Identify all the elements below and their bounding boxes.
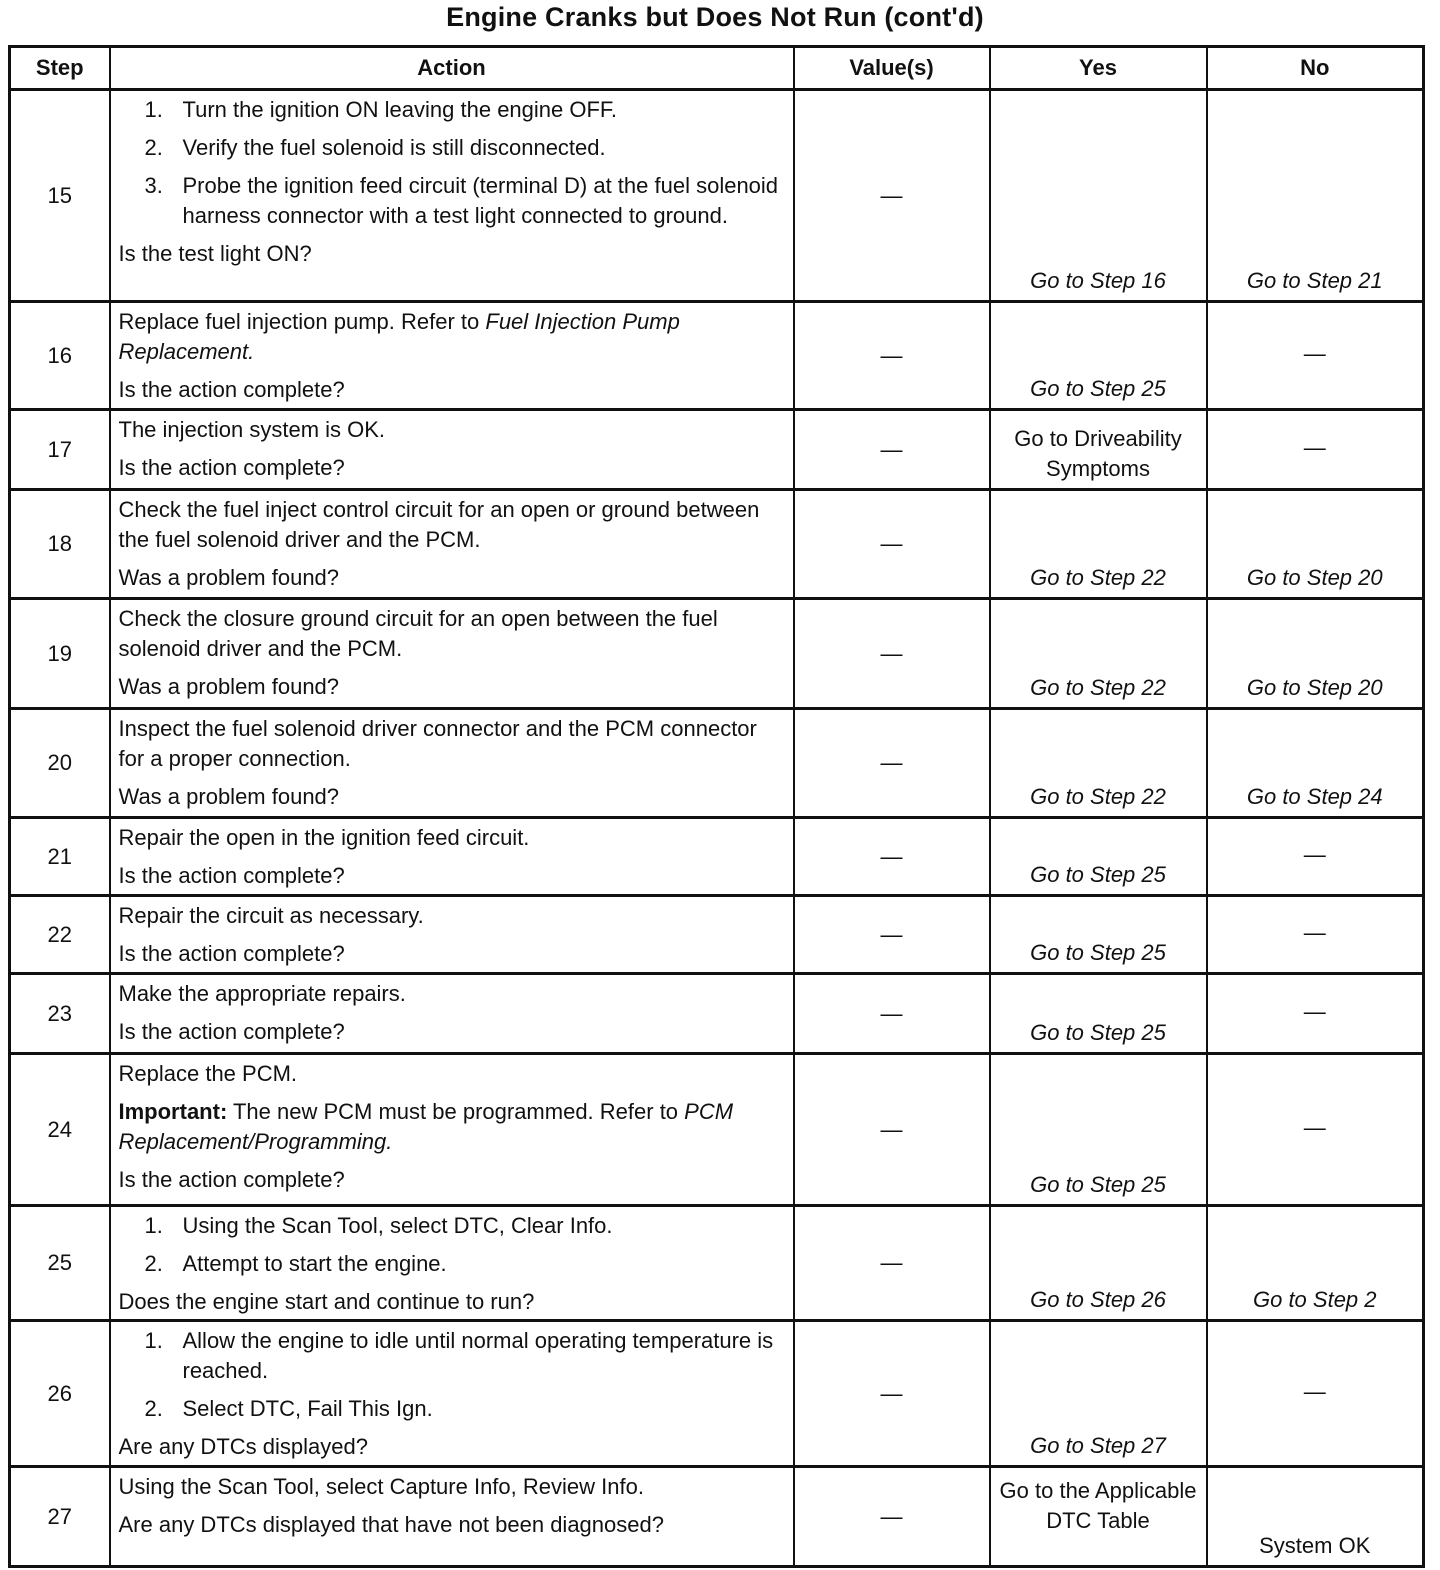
list-number: 2. (144, 135, 163, 160)
step-number: 19 (10, 599, 110, 709)
list-number: 2. (144, 1396, 163, 1421)
values-cell: — (794, 709, 990, 818)
text-run: Was a problem found? (118, 565, 340, 590)
list-number: 1. (144, 1328, 163, 1353)
no-cell: Go to Step 20 (1207, 599, 1424, 709)
values-cell: — (794, 1054, 990, 1206)
action-cell (110, 1054, 794, 1206)
header-yes: Yes (990, 47, 1207, 90)
values-cell: — (794, 490, 990, 599)
step-number: 17 (10, 410, 110, 490)
no-cell: Go to Step 21 (1207, 90, 1424, 302)
step-number: 27 (10, 1467, 110, 1567)
action-paragraph (119, 1059, 785, 1089)
action-cell (110, 1467, 794, 1567)
step-number: 16 (10, 302, 110, 410)
values-cell: — (794, 302, 990, 410)
table-body (10, 90, 1424, 1567)
header-no: No (1207, 47, 1424, 90)
action-cell (110, 709, 794, 818)
step-number: 18 (10, 490, 110, 599)
action-cell (110, 896, 794, 974)
action-cell (110, 90, 794, 302)
yes-cell: Go to Step 25 (990, 974, 1207, 1054)
list-text (183, 1326, 785, 1386)
values-cell: — (794, 818, 990, 896)
action-cell (110, 1321, 794, 1467)
yes-cell: Go to Step 22 (990, 709, 1207, 818)
step-number: 22 (10, 896, 110, 974)
step-number: 24 (10, 1054, 110, 1206)
values-cell: — (794, 1467, 990, 1567)
no-cell: System OK (1207, 1467, 1424, 1567)
table-row (10, 1467, 1424, 1567)
text-run: Does the engine start and continue to run? (118, 1289, 535, 1314)
action-paragraph (119, 901, 785, 931)
no-cell: Go to Step 20 (1207, 490, 1424, 599)
text-run: Check the fuel inject control circuit for an open or ground between the fuel solenoid driver and the PCM. (118, 497, 760, 552)
no-cell: — (1207, 302, 1424, 410)
no-cell: — (1207, 974, 1424, 1054)
yes-cell: Go to Step 27 (990, 1321, 1207, 1467)
text-run: Is the action complete? (118, 1167, 345, 1192)
action-list-item (145, 133, 785, 163)
action-paragraph (119, 375, 785, 405)
text-run: Verify the fuel solenoid is still disconnected. (182, 135, 606, 160)
step-number: 15 (10, 90, 110, 302)
header-step: Step (10, 47, 110, 90)
text-run: Using the Scan Tool, select DTC, Clear Info. (182, 1213, 613, 1238)
list-text (183, 1211, 613, 1241)
list-text (183, 171, 785, 231)
action-cell (110, 599, 794, 709)
text-run: Is the action complete? (118, 863, 345, 888)
action-cell (110, 1206, 794, 1321)
yes-cell: Go to Step 25 (990, 302, 1207, 410)
text-run: Allow the engine to idle until normal operating temperature is reached. (182, 1328, 774, 1383)
step-number: 26 (10, 1321, 110, 1467)
action-paragraph (119, 714, 785, 774)
table-row (10, 974, 1424, 1054)
text-run: Attempt to start the engine. (182, 1251, 447, 1276)
text-run: Inspect the fuel solenoid driver connector and the PCM connector for a proper connection. (118, 716, 757, 771)
list-text (183, 1394, 433, 1424)
text-run: Using the Scan Tool, select Capture Info, Review Info. (118, 1474, 644, 1499)
action-list-item (145, 171, 785, 231)
list-text (183, 95, 618, 125)
text-run: Replace fuel injection pump. Refer to (118, 309, 486, 334)
step-number: 20 (10, 709, 110, 818)
text-run: Are any DTCs displayed? (118, 1434, 368, 1459)
no-cell: — (1207, 1321, 1424, 1467)
text-run: Replace the PCM. (118, 1061, 298, 1086)
action-paragraph (119, 1510, 785, 1540)
values-cell: — (794, 90, 990, 302)
values-cell: — (794, 599, 990, 709)
table-row (10, 90, 1424, 302)
text-run: Repair the open in the ignition feed circuit. (118, 825, 530, 850)
text-run: Is the action complete? (118, 941, 345, 966)
text-run: Is the action complete? (118, 377, 345, 402)
text-run: Select DTC, Fail This Ign. (182, 1396, 433, 1421)
text-run: Are any DTCs displayed that have not been diagnosed? (118, 1512, 664, 1537)
action-paragraph (119, 782, 785, 812)
text-run: Is the action complete? (118, 455, 345, 480)
yes-cell: Go to Step 25 (990, 818, 1207, 896)
action-paragraph (119, 1432, 785, 1462)
values-cell: — (794, 1321, 990, 1467)
action-list-item (145, 1249, 785, 1279)
header-row (10, 47, 1424, 90)
no-cell: — (1207, 896, 1424, 974)
yes-cell: Go to the Applicable DTC Table (990, 1467, 1207, 1567)
yes-cell: Go to Step 26 (990, 1206, 1207, 1321)
action-list-item (145, 1326, 785, 1386)
no-cell: Go to Step 2 (1207, 1206, 1424, 1321)
action-cell (110, 302, 794, 410)
action-paragraph (119, 604, 785, 664)
text-run: Was a problem found? (118, 674, 340, 699)
header-action: Action (110, 47, 794, 90)
list-text (183, 1249, 447, 1279)
table-row (10, 302, 1424, 410)
action-paragraph (119, 1287, 785, 1317)
action-cell (110, 974, 794, 1054)
step-number: 23 (10, 974, 110, 1054)
text-run: Repair the circuit as necessary. (118, 903, 424, 928)
table-row (10, 599, 1424, 709)
action-paragraph (119, 415, 785, 445)
text-run: The new PCM must be programmed. Refer to (227, 1099, 685, 1124)
list-number: 3. (144, 173, 163, 198)
table-row (10, 896, 1424, 974)
action-cell (110, 410, 794, 490)
text-run: Probe the ignition feed circuit (terminal D) at the fuel solenoid harness connector with a test light connected to ground. (182, 173, 779, 228)
list-number: 1. (144, 1213, 163, 1238)
list-number: 1. (144, 97, 163, 122)
list-text (183, 133, 606, 163)
action-paragraph (119, 1472, 785, 1502)
action-paragraph (119, 672, 785, 702)
values-cell: — (794, 410, 990, 490)
table-row (10, 1206, 1424, 1321)
action-paragraph (119, 453, 785, 483)
yes-cell: Go to Step 25 (990, 1054, 1207, 1206)
action-paragraph (119, 861, 785, 891)
action-paragraph (119, 979, 785, 1009)
action-paragraph (119, 939, 785, 969)
no-cell: — (1207, 410, 1424, 490)
table-row (10, 818, 1424, 896)
action-list-item (145, 1211, 785, 1241)
text-run: Is the test light ON? (118, 241, 312, 266)
no-cell: — (1207, 818, 1424, 896)
yes-cell: Go to Step 16 (990, 90, 1207, 302)
text-run: Fuel Injection Pump Replacement. (118, 309, 680, 364)
list-number: 2. (144, 1251, 163, 1276)
action-paragraph (119, 823, 785, 853)
table-row (10, 1321, 1424, 1467)
action-list-item (145, 1394, 785, 1424)
action-paragraph (119, 1097, 785, 1157)
text-run: Was a problem found? (118, 784, 340, 809)
values-cell: — (794, 896, 990, 974)
table-row (10, 1054, 1424, 1206)
text-run: Important: (118, 1099, 228, 1124)
text-run: Turn the ignition ON leaving the engine OFF. (182, 97, 618, 122)
action-paragraph (119, 1017, 785, 1047)
action-paragraph (119, 563, 785, 593)
action-paragraph (119, 307, 785, 367)
diagnostic-table (8, 45, 1425, 1568)
text-run: PCM Replacement/Programming. (118, 1099, 734, 1154)
yes-cell: Go to Step 22 (990, 599, 1207, 709)
action-cell (110, 490, 794, 599)
action-list-item (145, 95, 785, 125)
table-row (10, 490, 1424, 599)
table-row (10, 709, 1424, 818)
action-paragraph (119, 1165, 785, 1195)
action-paragraph (119, 239, 785, 269)
yes-cell: Go to Step 25 (990, 896, 1207, 974)
text-run: Is the action complete? (118, 1019, 345, 1044)
action-cell (110, 818, 794, 896)
text-run: Check the closure ground circuit for an open between the fuel solenoid driver and the PCM. (118, 606, 718, 661)
action-paragraph (119, 495, 785, 555)
step-number: 21 (10, 818, 110, 896)
yes-cell: Go to Driveability Symptoms (990, 410, 1207, 490)
text-run: The injection system is OK. (118, 417, 386, 442)
text-run: Make the appropriate repairs. (118, 981, 406, 1006)
no-cell: Go to Step 24 (1207, 709, 1424, 818)
header-values: Value(s) (794, 47, 990, 90)
step-number: 25 (10, 1206, 110, 1321)
yes-cell: Go to Step 22 (990, 490, 1207, 599)
values-cell: — (794, 1206, 990, 1321)
table-row (10, 410, 1424, 490)
no-cell: — (1207, 1054, 1424, 1206)
page-title: Engine Cranks but Does Not Run (cont'd) (446, 2, 984, 32)
values-cell: — (794, 974, 990, 1054)
